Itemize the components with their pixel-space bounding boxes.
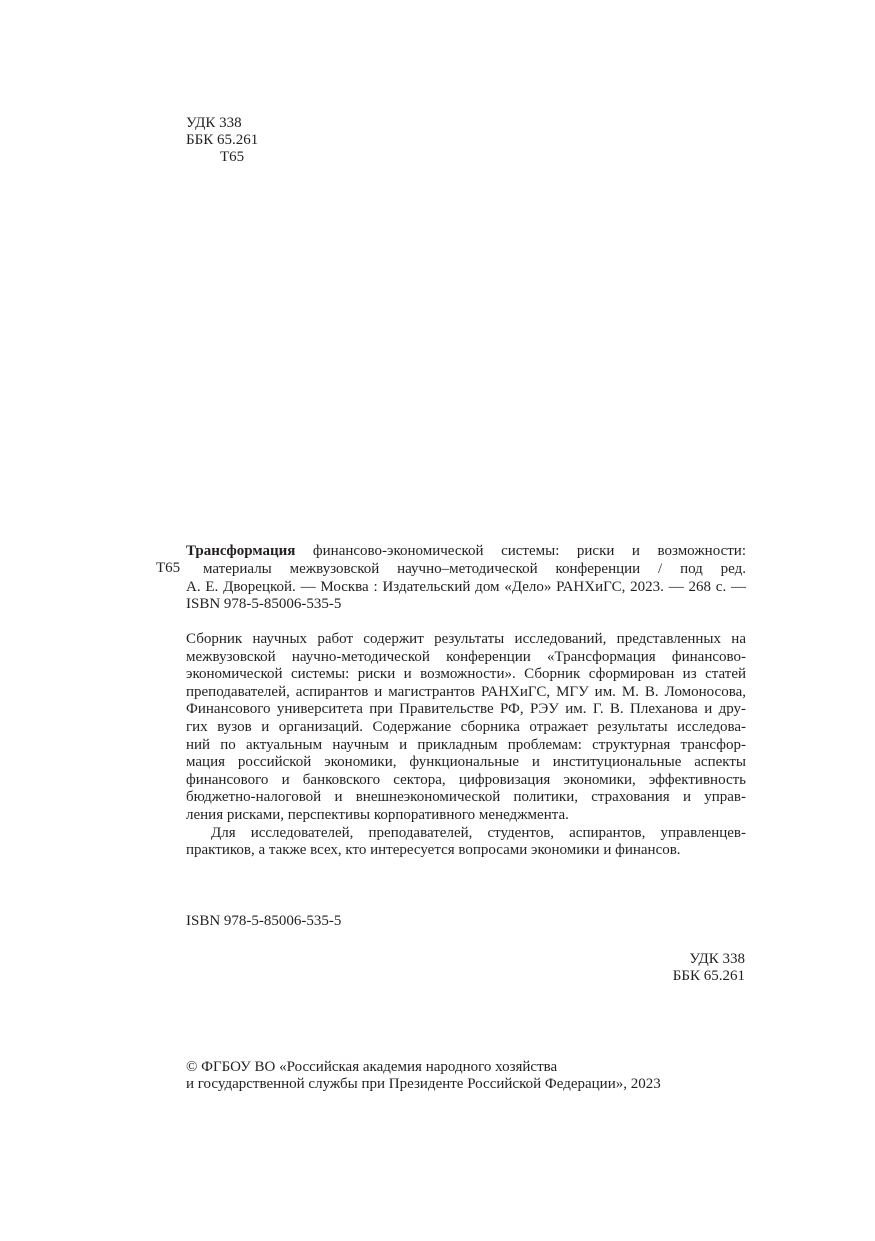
- annotation-line: Сборник научных работ содержит результаты исследований, представленных на: [186, 631, 746, 647]
- top-classification-block: [186, 115, 258, 166]
- annotation-line: практиков, а также всех, кто интересуется вопросами экономики и финансов.: [186, 842, 681, 859]
- book-title-bold: Трансформация: [186, 543, 296, 559]
- annotation-line: ления рисками, перспективы корпоративного менеджмента.: [186, 806, 569, 823]
- copyright-line: и государственной службы при Президенте Российской Федерации», 2023: [186, 1076, 661, 1092]
- udk-code: УДК 338: [186, 115, 242, 131]
- annotation-line: Для исследователей, преподавателей, студентов, аспирантов, управленцев-: [211, 824, 746, 841]
- copyright-notice: [186, 1059, 706, 1093]
- annotation-line: преподавателей, аспирантов и магистрантов РАНХиГС, МГУ им. М. В. Ломоносова,: [186, 683, 746, 700]
- udk-code: УДК 338: [689, 951, 745, 967]
- title-continuation: финансово-экономической системы: риски и возможности:: [295, 543, 746, 559]
- bottom-classification-block: [620, 951, 745, 985]
- annotation-line: мация российской экономики, функциональные и институциональные аспекты: [186, 754, 746, 771]
- bibliographic-line: ISBN 978-5-85006-535-5: [186, 596, 342, 613]
- bbk-code: ББК 65.261: [186, 132, 259, 148]
- annotation-line: межвузовской научно-методической конференции «Трансформация финансово-: [186, 648, 746, 665]
- annotation-line: бюджетно-налоговой и внешнеэкономической политики, страхования и управ-: [186, 789, 746, 806]
- author-sign: Т65: [220, 149, 245, 165]
- bibliographic-line: [186, 543, 746, 561]
- annotation-line: финансового и банковского сектора, цифровизация экономики, эффективность: [186, 771, 746, 788]
- annotation-line: гих вузов и организаций. Содержание сборника отражает результаты исследова-: [186, 718, 746, 735]
- annotation-line: Финансового университета при Правительстве РФ, РЭУ им. Г. В. Плеханова и дру-: [186, 701, 746, 718]
- bibliographic-line: А. Е. Дворецкой. — Москва : Издательский дом «Дело» РАНХиГС, 2023. — 268 с. —: [186, 578, 746, 595]
- copyright-line: © ФГБОУ ВО «Российская академия народного хозяйства: [186, 1059, 558, 1075]
- bibliographic-record: [186, 543, 746, 614]
- side-author-sign: Т65: [156, 560, 181, 576]
- bbk-code: ББК 65.261: [672, 968, 745, 984]
- annotation-line: экономической системы: риски и возможности». Сборник сформирован из статей: [186, 666, 746, 683]
- annotation-line: ний по актуальным научным и прикладным проблемам: структурная трансфор-: [186, 736, 746, 753]
- bibliographic-line: материалы межвузовской научно–методической конференции / под ред.: [203, 560, 746, 577]
- annotation: [186, 631, 746, 860]
- isbn: ISBN 978-5-85006-535-5: [186, 913, 342, 929]
